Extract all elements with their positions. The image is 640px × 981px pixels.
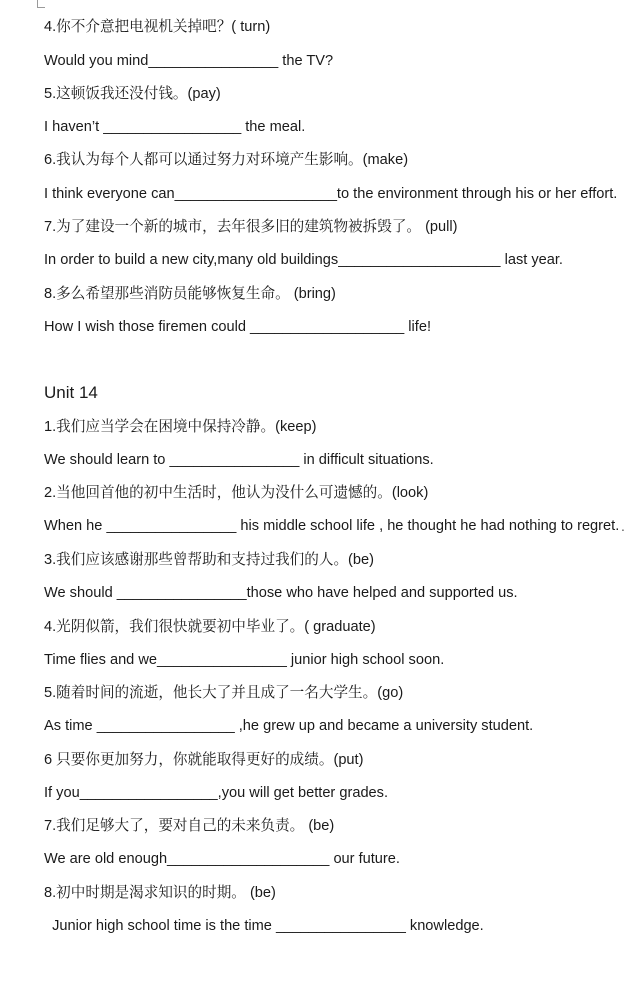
unit-question-8-chinese: 8.初中时期是渴求知识的时期。 (be) xyxy=(44,885,276,901)
unit-question-3-chinese: 3.我们应该感谢那些曾帮助和支持过我们的人。(be) xyxy=(44,552,375,568)
unit-question-4-chinese: 4.光阴似箭，我们很快就要初中毕业了。( graduate) xyxy=(44,619,376,635)
unit-question-6-english: If you_________________,you will get better grades. xyxy=(44,785,389,801)
trailing-mark: . xyxy=(621,518,625,534)
question-6-english: I think everyone can____________________to the environment through his or her effort. xyxy=(44,186,618,202)
question-4-chinese: 4.你不介意把电视机关掉吧？( turn) xyxy=(44,19,271,35)
unit-question-2-chinese: 2.当他回首他的初中生活时，他认为没什么可遗憾的。(look) xyxy=(44,485,429,501)
question-6-chinese: 6.我认为每个人都可以通过努力对环境产生影响。(make) xyxy=(44,152,409,168)
question-7-chinese: 7.为了建设一个新的城市，去年很多旧的建筑物被拆毁了。 (pull) xyxy=(44,219,458,235)
question-5-chinese: 5.这顿饭我还没付钱。(pay) xyxy=(44,86,221,102)
question-4-english: Would you mind________________ the TV? xyxy=(44,53,334,69)
unit-question-8-english: Junior high school time is the time ________________ knowledge. xyxy=(44,918,484,934)
question-5-english: I haven’t _________________ the meal. xyxy=(44,119,306,135)
question-8-chinese: 8.多么希望那些消防员能够恢复生命。 (bring) xyxy=(44,286,336,302)
unit-question-4-english: Time flies and we________________ junior high school soon. xyxy=(44,652,445,668)
unit-question-7-chinese: 7.我们足够大了，要对自己的未来负责。 (be) xyxy=(44,818,335,834)
unit-question-3-english: We should ________________those who have helped and supported us. xyxy=(44,585,518,601)
question-7-english: In order to build a new city,many old buildings____________________ last year. xyxy=(44,252,563,268)
unit-question-5-chinese: 5.随着时间的流逝，他长大了并且成了一名大学生。(go) xyxy=(44,685,404,701)
question-8-english: How I wish those firemen could ___________________ life! xyxy=(44,319,431,335)
unit-question-5-english: As time _________________ ,he grew up and became a university student. xyxy=(44,718,534,734)
unit-title: Unit 14 xyxy=(44,383,98,402)
page-corner-mark xyxy=(37,0,45,8)
unit-question-6-chinese: 6 只要你更加努力，你就能取得更好的成绩。(put) xyxy=(44,752,364,768)
unit-question-1-english: We should learn to ________________ in difficult situations. xyxy=(44,452,434,468)
unit-question-7-english: We are old enough____________________ our future. xyxy=(44,851,400,867)
unit-question-2-english: When he ________________ his middle school life , he thought he had nothing to regret. xyxy=(44,518,620,534)
unit-question-1-chinese: 1.我们应当学会在困境中保持冷静。(keep) xyxy=(44,419,317,435)
